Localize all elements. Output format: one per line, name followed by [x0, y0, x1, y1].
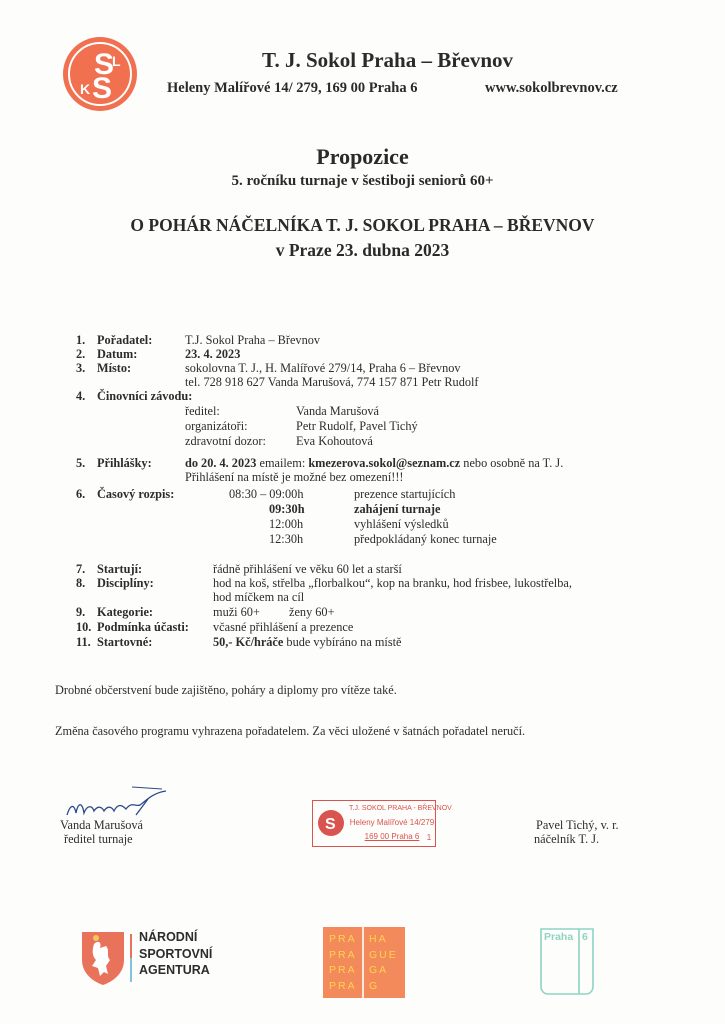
nsa-logo-text — [139, 929, 212, 979]
signature-right-name: Pavel Tichý, v. r. — [536, 818, 619, 832]
item-number: 7. — [76, 562, 86, 576]
official-name: Eva Kohoutová — [296, 434, 373, 448]
item-number: 9. — [76, 605, 86, 619]
item-label-registration: Přihlášky: — [97, 456, 152, 470]
item-number: 1. — [76, 333, 86, 347]
prague-logo-text: PRA — [329, 933, 357, 945]
item-number: 3. — [76, 361, 86, 375]
stamp-line-1: T.J. SOKOL PRAHA - BŘEVNOV — [349, 805, 452, 812]
item-number: 2. — [76, 347, 86, 361]
item-value-conditions: včasné přihlášení a prezence — [213, 620, 354, 634]
stamp-mark: 1 — [426, 833, 432, 842]
item-number: 10. — [76, 620, 92, 634]
nsa-line: NÁRODNÍ — [139, 930, 198, 944]
signature-right-role: náčelník T. J. — [534, 832, 600, 846]
praha6-logo — [540, 928, 594, 996]
schedule-time: 08:30 – 09:00h — [229, 487, 304, 501]
item-value-date: 23. 4. 2023 — [185, 347, 241, 361]
registration-text-tail: nebo osobně na T. J. — [460, 456, 564, 470]
item-number: 11. — [76, 635, 91, 649]
official-role: ředitel: — [185, 404, 220, 418]
item-label-participants: Startují: — [97, 562, 143, 576]
svg-text:S: S — [94, 48, 115, 81]
svg-text:S: S — [92, 72, 113, 105]
czech-coat-of-arms-icon — [80, 930, 126, 986]
official-role: organizátoři: — [185, 419, 248, 433]
official-name: Vanda Marušová — [296, 404, 379, 418]
cup-title: O POHÁR NÁČELNÍKA T. J. SOKOL PRAHA – BŘEVNOV — [130, 215, 595, 235]
item-value-fee — [213, 635, 402, 649]
item-label-fee: Startovné: — [97, 635, 153, 649]
signature-scribble — [62, 783, 182, 823]
prague-logo-text: HA — [369, 933, 388, 945]
org-website-link[interactable]: www.sokolbrevnov.cz — [485, 80, 618, 96]
nsa-divider-blue — [130, 958, 132, 982]
org-name: T. J. Sokol Praha – Břevnov — [262, 48, 514, 72]
registration-text: emailem: — [256, 456, 309, 470]
svg-text:K: K — [80, 81, 91, 97]
item-number: 8. — [76, 576, 86, 590]
organization-stamp — [312, 800, 452, 847]
official-name: Petr Rudolf, Pavel Tichý — [296, 419, 418, 433]
item-value-disciplines: hod na koš, střelba „florbalkou“, kop na branku, hod frisbee, lukostřelba, — [213, 576, 572, 590]
fee-amount: 50,- Kč/hráče — [213, 635, 284, 649]
praha6-number: 6 — [582, 931, 588, 943]
item-value-disciplines-cont: hod míčkem na cíl — [213, 590, 305, 604]
stamp-line-3: 169 00 Praha 6 — [364, 832, 420, 841]
prague-logo-left-column — [329, 932, 357, 994]
prague-logo-text: GUE — [369, 948, 398, 961]
item-value-registration — [185, 456, 563, 470]
category-men: muži 60+ — [213, 605, 260, 619]
item-value-phones: tel. 728 918 627 Vanda Marušová, 774 157 871 Petr Rudolf — [185, 375, 479, 389]
prague-logo-text: GA — [369, 964, 389, 976]
nsa-line: SPORTOVNÍ — [139, 946, 213, 961]
schedule-event: předpokládaný konec turnaje — [354, 532, 497, 546]
praha6-label: Praha — [544, 931, 574, 943]
org-address: Heleny Malířové 14/ 279, 169 00 Praha 6 — [167, 80, 418, 96]
prague-logo-text: PRA — [329, 948, 357, 961]
sokol-logo-icon — [62, 36, 138, 112]
nsa-divider-red — [130, 934, 132, 958]
official-role: zdravotní dozor: — [185, 434, 266, 448]
category-women: ženy 60+ — [289, 605, 335, 619]
schedule-event: vyhlášení výsledků — [354, 517, 449, 531]
prague-logo-text: G — [369, 979, 380, 992]
schedule-event: zahájení turnaje — [354, 502, 441, 516]
prague-logo-right-column — [369, 932, 398, 994]
svg-text:S: S — [325, 816, 336, 833]
item-value-organizer: T.J. Sokol Praha – Břevnov — [185, 333, 321, 347]
stamp-line-2: Heleny Malířové 14/279 — [349, 818, 435, 827]
registration-note: Přihlášení na místě je možné bez omezení!!! — [185, 470, 404, 484]
item-number: 5. — [76, 456, 86, 470]
schedule-event: prezence startujících — [354, 487, 456, 501]
document-subtitle: 5. ročníku turnaje v šestiboji seniorů 60+ — [231, 173, 494, 189]
item-label-date: Datum: — [97, 347, 138, 361]
prague-logo-divider — [362, 927, 364, 998]
stamp-logo-icon — [317, 809, 345, 837]
item-label-place: Místo: — [97, 361, 132, 375]
svg-text:L: L — [112, 53, 121, 69]
item-label-categories: Kategorie: — [97, 605, 153, 619]
item-number: 6. — [76, 487, 86, 501]
item-value-place: sokolovna T. J., H. Malířové 279/14, Praha 6 – Břevnov — [185, 361, 461, 375]
registration-deadline: do 20. 4. 2023 — [185, 456, 257, 470]
registration-email-link[interactable]: kmezerova.sokol@seznam.cz — [308, 456, 461, 470]
item-label-disciplines: Disciplíny: — [97, 576, 154, 590]
item-value-participants: řádně přihlášení ve věku 60 let a starší — [213, 562, 402, 576]
signature-left-role: ředitel turnaje — [64, 832, 133, 846]
cup-date: v Praze 23. dubna 2023 — [275, 240, 450, 260]
prague-logo-text: PRA — [329, 964, 357, 976]
nsa-line: AGENTURA — [139, 963, 210, 977]
note-refreshments: Drobné občerstvení bude zajištěno, poháry a diplomy pro vítěze také. — [55, 683, 397, 697]
schedule-time: 12:30h — [269, 532, 304, 546]
note-disclaimer: Změna časového programu vyhrazena pořadatelem. Za věci uložené v šatnách pořadatel neručí. — [55, 724, 526, 738]
item-number: 4. — [76, 389, 86, 403]
schedule-time: 09:30h — [269, 502, 305, 516]
fee-note: bude vybíráno na místě — [283, 635, 402, 649]
document-title: Propozice — [316, 144, 409, 169]
prague-city-logo — [323, 927, 405, 998]
item-label-officials: Činovníci závodu: — [97, 389, 193, 403]
prague-logo-text: PRA — [329, 979, 357, 992]
item-label-schedule: Časový rozpis: — [97, 487, 175, 501]
signature-left-name: Vanda Marušová — [60, 818, 143, 832]
item-label-organizer: Pořadatel: — [97, 333, 153, 347]
item-label-conditions: Podmínka účasti: — [97, 620, 189, 634]
schedule-time: 12:00h — [269, 517, 304, 531]
